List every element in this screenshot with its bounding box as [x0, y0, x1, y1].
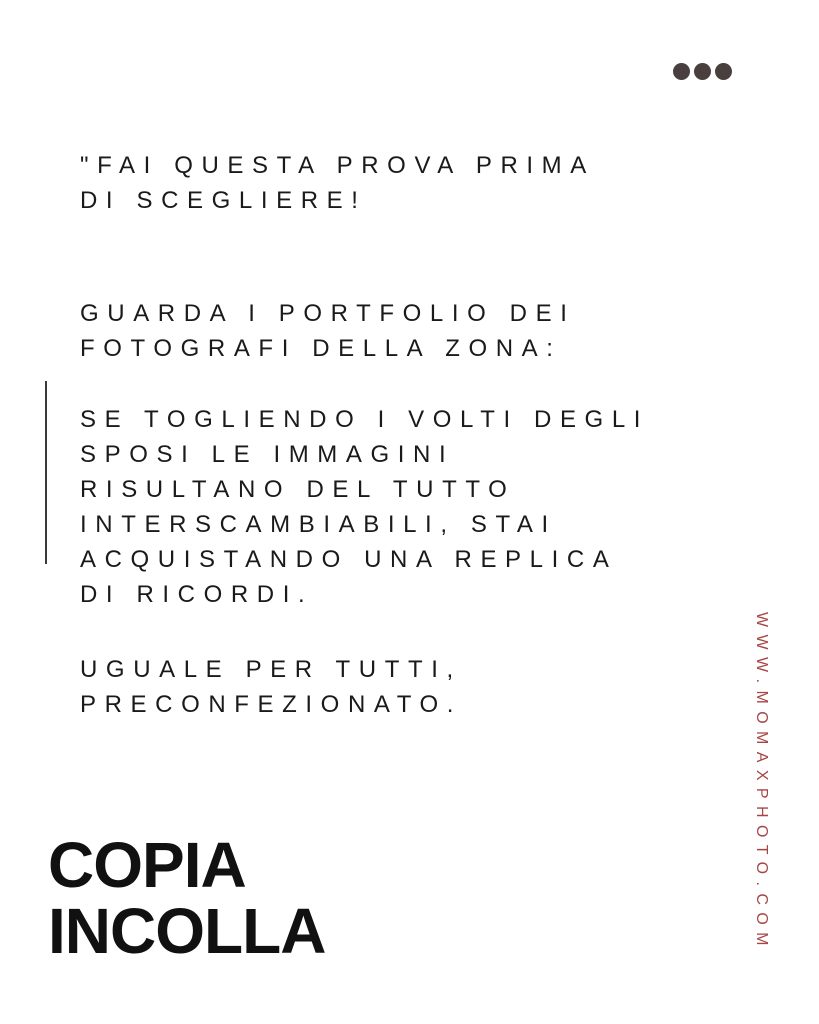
intro-quote: "FAI QUESTA PROVA PRIMA DI SCEGLIERE!: [80, 152, 595, 214]
paragraph-faces: SE TOGLIENDO I VOLTI DEGLI SPOSI LE IMMAGINI RISULTANO DEL TUTTO INTERSCAMBIABILI, STAI ACQUISTANDO UNA REPLICA DI RICORDI.: [80, 406, 650, 608]
paragraph-portfolio: GUARDA I PORTFOLIO DEI FOTOGRAFI DELLA ZONA:: [80, 300, 576, 362]
accent-divider: [45, 381, 47, 564]
dot-icon: [694, 63, 711, 80]
headline: COPIA INCOLLA: [48, 829, 326, 967]
website-url[interactable]: WWW.MOMAXPHOTO.COM: [753, 612, 770, 953]
paragraph-same: UGUALE PER TUTTI, PRECONFEZIONATO.: [80, 656, 463, 718]
dot-icon: [715, 63, 732, 80]
more-dots-icon[interactable]: [673, 63, 732, 80]
dot-icon: [673, 63, 690, 80]
